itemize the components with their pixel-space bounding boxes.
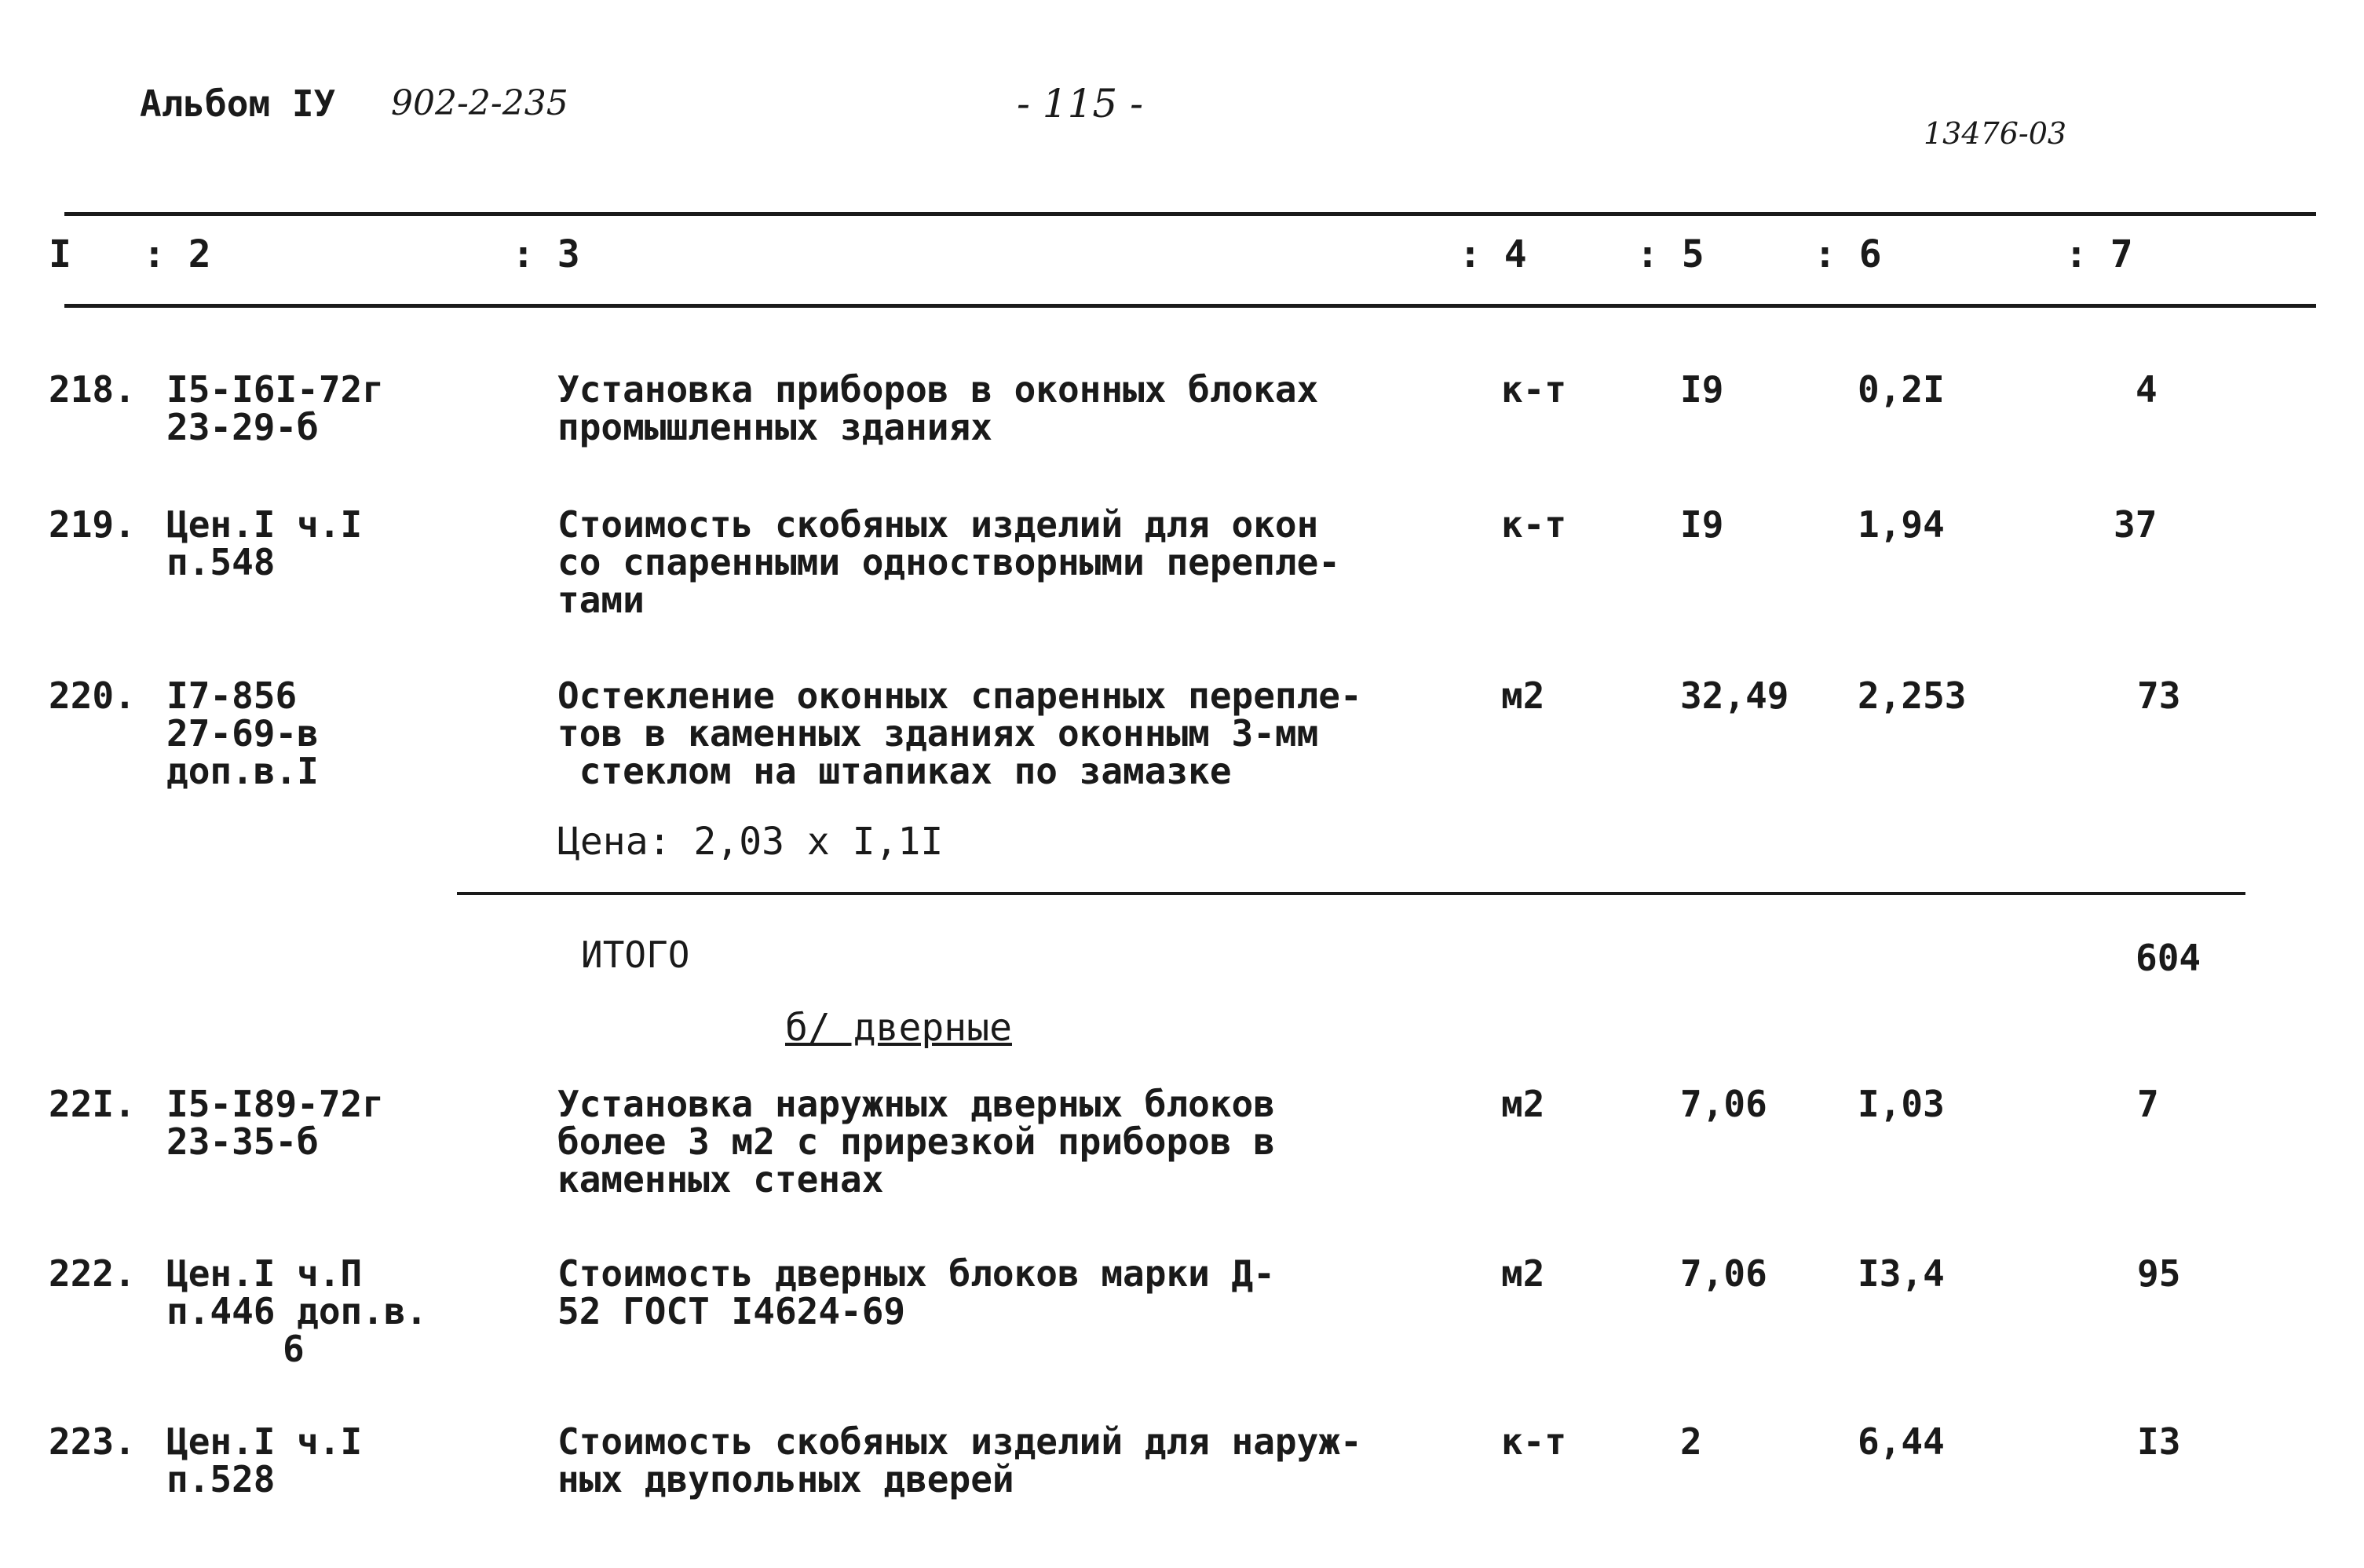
price-note: Цена: 2,03 x I,1I xyxy=(557,820,944,864)
row-number: 220. xyxy=(49,674,136,717)
document-code: 13476-03 xyxy=(1924,116,2067,151)
column-header-1: I xyxy=(49,232,71,276)
row-reference: 6 xyxy=(283,1328,305,1370)
row-number: 223. xyxy=(49,1420,136,1463)
project-code: 902-2-235 xyxy=(391,83,568,123)
row-unit: м2 xyxy=(1501,1083,1545,1125)
subtotal-value: 604 xyxy=(2136,937,2201,979)
row-total: 7 xyxy=(2137,1083,2159,1125)
row-unit: м2 xyxy=(1501,1252,1545,1295)
row-description: Стоимость скобяных изделий для наруж- xyxy=(557,1420,1362,1463)
column-header-7: : 7 xyxy=(2065,232,2133,276)
row-reference: Цен.I ч.П xyxy=(166,1252,363,1295)
row-reference: доп.в.I xyxy=(166,750,319,792)
row-quantity: 7,06 xyxy=(1680,1252,1767,1295)
row-description: каменных стенах xyxy=(557,1158,884,1201)
row-price: 0,2I xyxy=(1858,368,1945,411)
subtotal-rule xyxy=(457,892,2245,895)
row-price: 6,44 xyxy=(1858,1420,1945,1463)
row-unit: к-т xyxy=(1501,368,1567,411)
row-number: 218. xyxy=(49,368,136,411)
row-total: 37 xyxy=(2114,503,2158,546)
row-unit: к-т xyxy=(1501,1420,1567,1463)
row-price: 1,94 xyxy=(1858,503,1945,546)
row-total: I3 xyxy=(2137,1420,2181,1463)
row-reference: 23-35-б xyxy=(166,1120,319,1163)
album-label: Альбом IУ xyxy=(140,82,336,125)
column-header-3: : 3 xyxy=(512,232,580,276)
row-description: промышленных зданиях xyxy=(557,406,992,448)
row-quantity: 2 xyxy=(1680,1420,1702,1463)
row-total: 95 xyxy=(2137,1252,2181,1295)
row-reference: 23-29-б xyxy=(166,406,319,448)
section-heading: б/ дверные xyxy=(785,1006,1012,1050)
row-quantity: 32,49 xyxy=(1680,674,1789,717)
row-price: I,03 xyxy=(1858,1083,1945,1125)
row-description: стеклом на штапиках по замазке xyxy=(557,750,1232,792)
row-reference: п.446 доп.в. xyxy=(166,1290,428,1332)
row-price: 2,253 xyxy=(1858,674,1967,717)
row-number: 22I. xyxy=(49,1083,136,1125)
row-description: более 3 м2 с прирезкой приборов в xyxy=(557,1120,1275,1163)
row-description: Установка приборов в оконных блоках xyxy=(557,368,1319,411)
row-description: Установка наружных дверных блоков xyxy=(557,1083,1275,1125)
page-number: - 115 - xyxy=(1017,81,1144,126)
column-header-2: : 2 xyxy=(143,232,211,276)
header-top-rule xyxy=(64,212,2316,216)
row-price: I3,4 xyxy=(1858,1252,1945,1295)
row-total: 73 xyxy=(2137,674,2181,717)
column-header-5: : 5 xyxy=(1636,232,1704,276)
row-number: 219. xyxy=(49,503,136,546)
row-description: Остекление оконных спаренных перепле- xyxy=(557,674,1362,717)
row-description: со спаренными одностворными переплe- xyxy=(557,541,1340,583)
row-unit: м2 xyxy=(1501,674,1545,717)
row-reference: Цен.I ч.I xyxy=(166,503,363,546)
column-header-6: : 6 xyxy=(1814,232,1882,276)
row-quantity: 7,06 xyxy=(1680,1083,1767,1125)
row-description: тов в каменных зданиях оконным 3-мм xyxy=(557,712,1319,755)
row-description: тами xyxy=(557,579,645,621)
row-number: 222. xyxy=(49,1252,136,1295)
row-reference: I7-856 xyxy=(166,674,298,717)
row-reference: I5-I6I-72г xyxy=(166,368,384,411)
row-total: 4 xyxy=(2136,368,2158,411)
subtotal-label: ИТОГО xyxy=(581,934,690,976)
row-quantity: I9 xyxy=(1680,503,1724,546)
row-reference: 27-69-в xyxy=(166,712,319,755)
row-description: ных двупольных дверей xyxy=(557,1458,1014,1500)
column-header-4: : 4 xyxy=(1459,232,1527,276)
row-description: 52 ГОСТ I4624-69 xyxy=(557,1290,906,1332)
row-reference: п.528 xyxy=(166,1458,276,1500)
row-unit: к-т xyxy=(1501,503,1567,546)
row-reference: I5-I89-72г xyxy=(166,1083,384,1125)
row-quantity: I9 xyxy=(1680,368,1724,411)
header-bottom-rule xyxy=(64,304,2316,308)
row-reference: Цен.I ч.I xyxy=(166,1420,363,1463)
row-description: Стоимость дверных блоков марки Д- xyxy=(557,1252,1275,1295)
row-reference: п.548 xyxy=(166,541,276,583)
row-description: Стоимость скобяных изделий для окон xyxy=(557,503,1319,546)
